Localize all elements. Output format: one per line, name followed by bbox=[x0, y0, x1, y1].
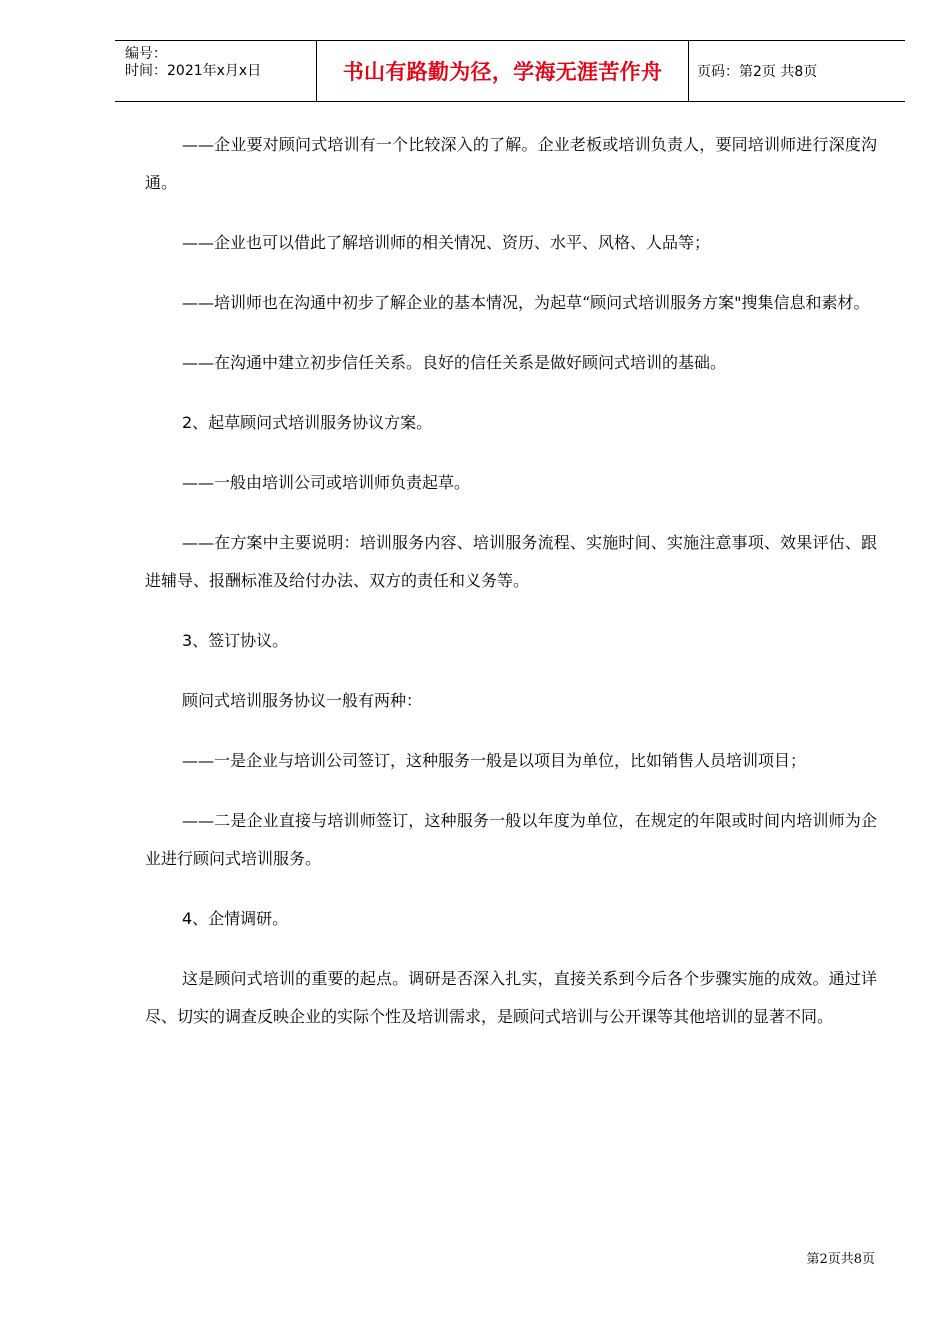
paragraph: 顾问式培训服务协议一般有两种： bbox=[182, 691, 423, 710]
paragraph: ——一是企业与培训公司签订，这种服务一般是以项目为单位，比如销售人员培训项目； bbox=[182, 751, 807, 770]
header-motto-cell bbox=[317, 41, 689, 101]
page-label: 页码：第2页 共8页 bbox=[697, 64, 818, 80]
paragraph: ——一般由培训公司或培训师负责起草。 bbox=[182, 473, 471, 492]
page-footer: 第2页共8页 bbox=[806, 1252, 875, 1267]
paragraph: ——在沟通中建立初步信任关系。良好的信任关系是做好顾问式培训的基础。 bbox=[182, 353, 727, 372]
document-body bbox=[145, 126, 877, 1058]
section-heading: 4、企情调研。 bbox=[182, 909, 289, 928]
section-heading: 3、签订协议。 bbox=[182, 631, 289, 650]
time-label: 时间：2021年x月x日 bbox=[125, 63, 262, 79]
paragraph: 这是顾问式培训的重要的起点。调研是否深入扎实，直接关系到今后各个步骤实施的成效。通过详尽、切实的调查反映企业的实际个性及培训需求，是顾问式培训与公开课等其他培训的显著不同。 bbox=[145, 969, 877, 1026]
paragraph: ——企业也可以借此了解培训师的相关情况、资历、水平、风格、人品等； bbox=[182, 233, 711, 252]
paragraph: ——企业要对顾问式培训有一个比较深入的了解。企业老板或培训负责人，要同培训师进行深度沟通。 bbox=[145, 135, 877, 192]
header-meta bbox=[115, 41, 317, 101]
paragraph: ——在方案中主要说明：培训服务内容、培训服务流程、实施时间、实施注意事项、效果评估、跟进辅导、报酬标准及给付办法、双方的责任和义务等。 bbox=[145, 533, 877, 590]
paragraph: ——培训师也在沟通中初步了解企业的基本情况，为起草“顾问式培训服务方案"搜集信息和素材。 bbox=[182, 293, 870, 312]
number-label: 编号： bbox=[125, 46, 167, 62]
section-heading: 2、起草顾问式培训服务协议方案。 bbox=[182, 413, 433, 432]
paragraph: ——二是企业直接与培训师签订，这种服务一般以年度为单位，在规定的年限或时间内培训师为企业进行顾问式培训服务。 bbox=[145, 811, 877, 868]
header-page-cell bbox=[689, 41, 905, 101]
motto-text: 书山有路勤为径，学海无涯苦作舟 bbox=[342, 60, 663, 84]
document-header bbox=[115, 40, 905, 102]
